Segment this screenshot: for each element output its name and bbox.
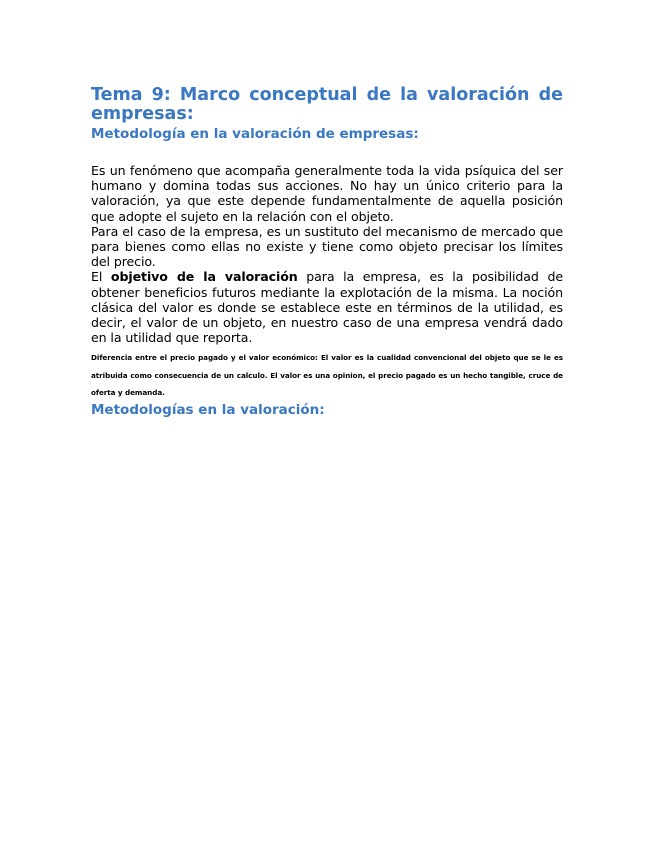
paragraph-objective-prefix: El [91, 269, 111, 285]
section-heading-methodologies: Metodologías en la valoración: [91, 401, 325, 418]
price-value-note: Diferencia entre el precio pagado y el valor económico: El valor es la cualidad convencional del objeto que se le es atribuida como consecuencia de un calculo. El valor es una opinion, el precio pagado es un hecho tangible, cruce de oferta y demanda. [91, 353, 563, 398]
paragraph-objective-suffix: para la empresa, es la posibilidad de obtener beneficios futuros mediante la explotación de la misma. La noción clásica del valor es donde se establece este en términos de la utilidad, es decir, el valor de un objeto, en nuestro caso de una empresa vendrá dado en la utilidad que reporta. [91, 269, 563, 346]
title-container [78, 86, 563, 124]
paragraph-objective [91, 269, 563, 345]
section-heading: Metodología en la valoración de empresas: [91, 126, 419, 142]
paragraph-intro: Es un fenómeno que acompaña generalmente toda la vida psíquica del ser humano y domina todas sus acciones. No hay un único criterio para la valoración, ya que este depende fundamentalmente de aquella posición que adopte el sujeto en la relación con el objeto. [91, 163, 563, 224]
document-title: Tema 9: Marco conceptual de la valoración de empresas: [91, 85, 563, 124]
paragraph-objective-bold: objetivo de la valoración [110, 269, 298, 285]
paragraph-company: Para el caso de la empresa, es un sustituto del mecanismo de mercado que para bienes como ellas no existe y tiene como objeto precisar los límites del precio. [91, 223, 563, 270]
body-text [91, 163, 563, 402]
document-page [91, 86, 563, 419]
